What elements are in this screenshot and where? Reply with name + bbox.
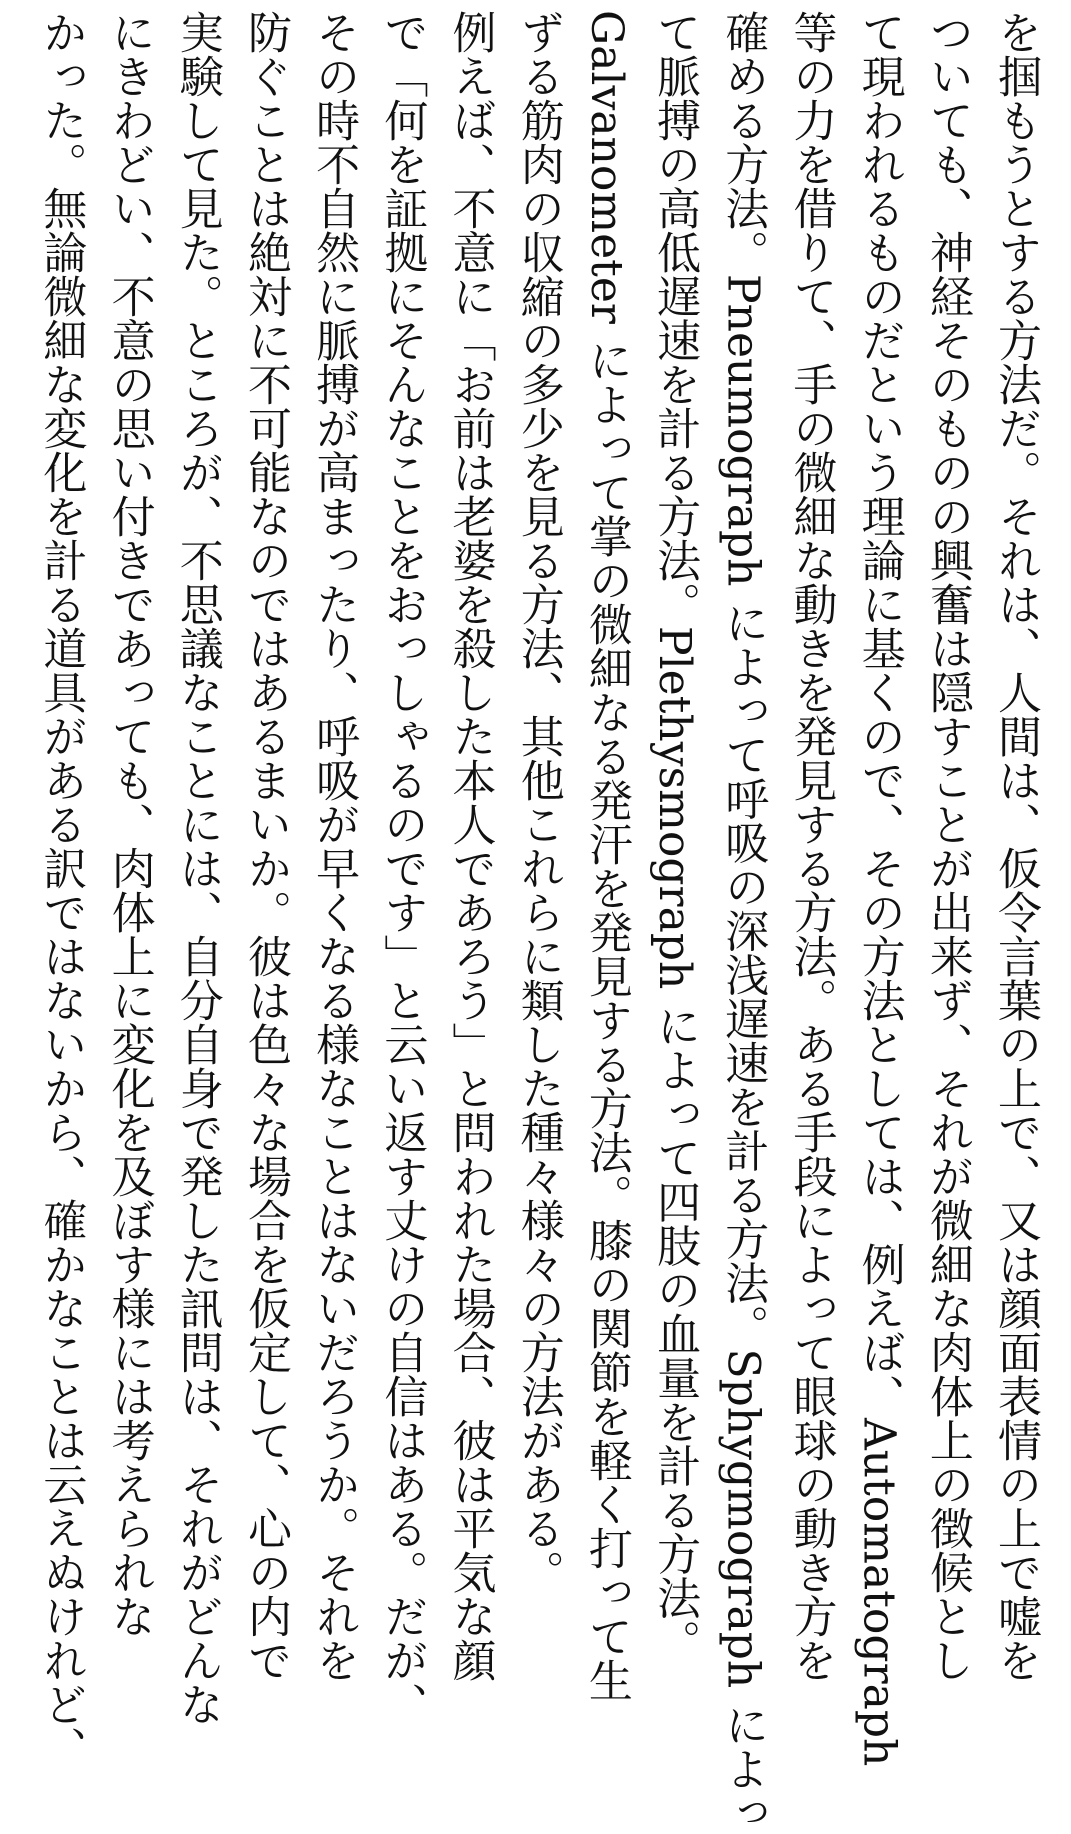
text-line-14: にきわどい、不意の思い付きであっても、肉体上に変化を及ぼす様には考えられな xyxy=(103,10,155,1638)
text-line-5: 確める方法。Pneumograph によって呼吸の深浅遅速を計る方法。Sphygmograph によっ xyxy=(717,10,769,1834)
text-line-15: かった。無論微細な変化を計る道具がある訳ではないから、確かなことは云えぬけれど、 xyxy=(35,10,87,1770)
text-line-13: 実験して見た。ところが、不思議なことには、自分自身で発した訊問は、それがどんな xyxy=(171,10,223,1726)
text-line-4: 等の力を借りて、手の微細な動きを発見する方法。ある手段によって眼球の動き方を xyxy=(785,10,837,1682)
text-line-11: その時不自然に脈搏が高まったり、呼吸が早くなる様なことはないだろうか。それを xyxy=(308,10,360,1682)
text-line-8: ずる筋肉の収縮の多少を見る方法、其他これらに類した種々様々の方法がある。 xyxy=(512,10,564,1594)
text-line-3: て現われるものだという理論に基くので、その方法としては、例えば、Automatograph xyxy=(853,10,905,1767)
text-line-2: ついても、神経そのものの興奮は隠すことが出来ず、それが微細な肉体上の徴候とし xyxy=(921,10,973,1682)
text-line-10: で「何を証拠にそんなことをおっしゃるのです」と云い返す丈けの自信はある。だが、 xyxy=(376,10,428,1726)
text-line-12: 防ぐことは絶対に不可能なのではあるまいか。彼は色々な場合を仮定して、心の内で xyxy=(239,10,291,1682)
text-line-9: 例えば、不意に「お前は老婆を殺した本人であろう」と問われた場合、彼は平気な顔 xyxy=(444,10,496,1682)
text-line-1: を掴もうとする方法だ。それは、人間は、仮令言葉の上で、又は顔面表情の上で嘘を xyxy=(990,10,1041,1682)
text-line-6: て脈搏の高低遅速を計る方法。Plethysmograph によって四肢の血量を計る方法。 xyxy=(649,10,701,1664)
vertical-text-block xyxy=(9,10,1049,1834)
text-line-7: Galvanometer によって掌の微細なる発汗を発見する方法。膝の関節を軽く打って生 xyxy=(580,10,632,1702)
